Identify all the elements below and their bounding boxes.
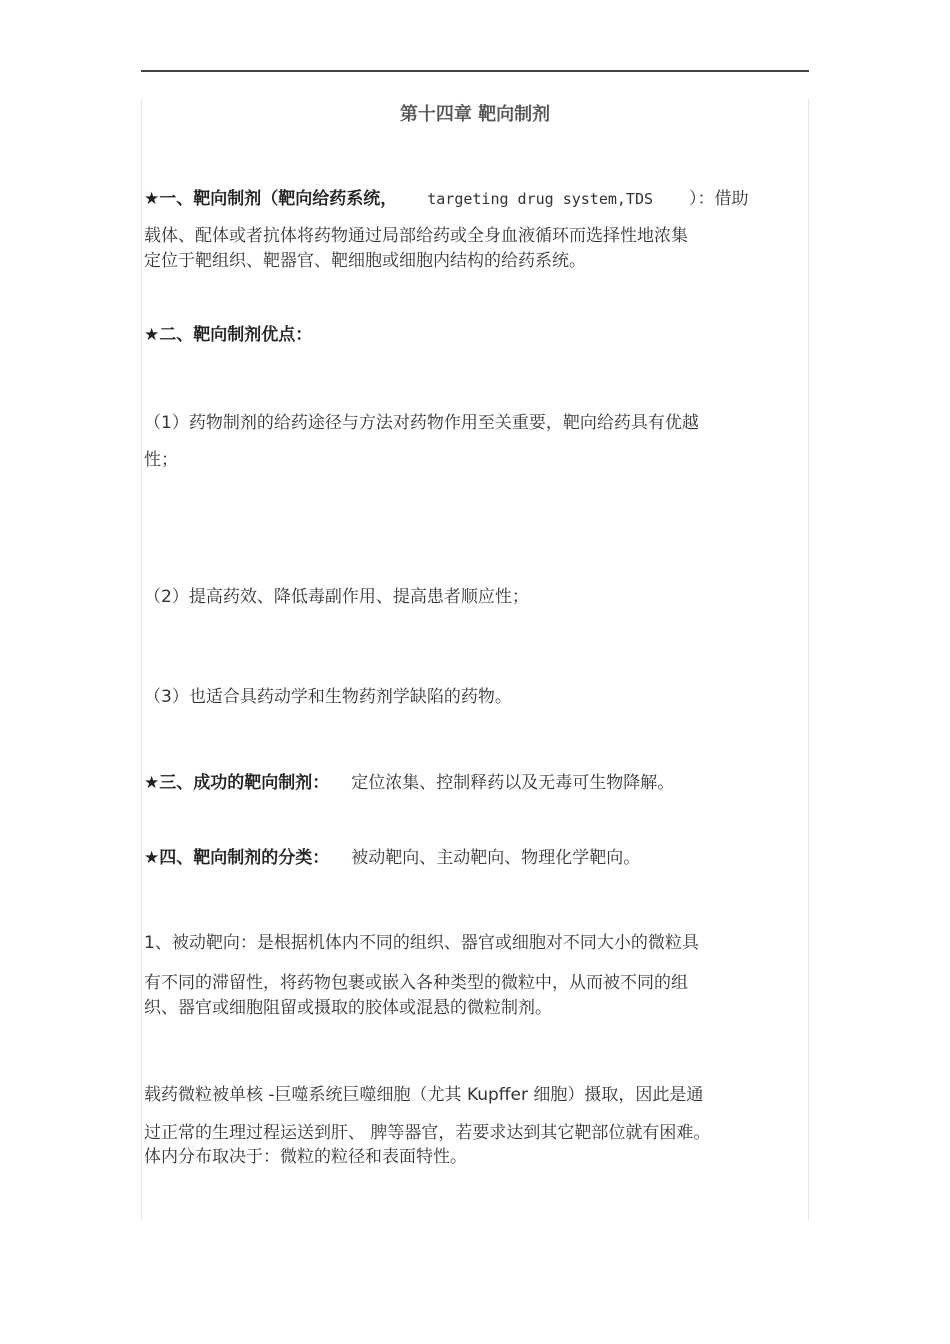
passive-targeting-line-3: 织、器官或细胞阻留或摄取的胶体或混悬的微粒制剂。 <box>144 998 552 1018</box>
chapter-title: 第十四章 靶向制剂 <box>399 104 551 125</box>
section-2-heading: ★二、靶向制剂优点： <box>144 325 313 345</box>
frame-right-border <box>808 98 809 1220</box>
definition-line-3: 定位于靶组织、靶器官、靶细胞或细胞内结构的给药系统。 <box>144 251 586 271</box>
section-3-line <box>144 772 674 794</box>
advantage-2: （2）提高药效、降低毒副作用、提高患者顺应性； <box>144 587 529 607</box>
section-4-text: 被动靶向、主动靶向、物理化学靶向。 <box>351 848 641 868</box>
section-1-close: ）： <box>689 189 715 209</box>
section-3-text: 定位浓集、控制释药以及无毒可生物降解。 <box>351 773 675 793</box>
advantage-3: （3）也适合具药动学和生物药剂学缺陷的药物。 <box>144 687 512 707</box>
particle-uptake-line-1: 载药微粒被单核 -巨噬系统巨噬细胞（尤其 Kupffer 细胞）摄取，因此是通 <box>144 1085 704 1105</box>
definition-text-1: 借助 <box>714 189 749 209</box>
advantage-1-line-1: （1）药物制剂的给药途径与方法对药物作用至关重要，靶向给药具有优越 <box>144 413 699 433</box>
frame-left-border <box>141 98 142 1220</box>
definition-line-1 <box>144 188 749 210</box>
particle-uptake-line-2: 过正常的生理过程运送到肝、 脾等器官，若要求达到其它靶部位就有困难。 <box>144 1123 711 1143</box>
passive-targeting-line-2: 有不同的滞留性，将药物包裹或嵌入各种类型的微粒中，从而被不同的组 <box>144 973 688 993</box>
section-1-heading: ★一、靶向制剂（靶向给药系统， <box>144 189 398 209</box>
definition-line-2: 载体、配体或者抗体将药物通过局部给药或全身血液循环而选择性地浓集 <box>144 226 688 246</box>
particle-uptake-line-3: 体内分布取决于：微粒的粒径和表面特性。 <box>144 1147 467 1167</box>
top-rule <box>141 70 809 72</box>
section-3-heading: ★三、成功的靶向制剂： <box>144 773 330 793</box>
tds-english-term: targeting drug system,TDS <box>427 190 654 208</box>
section-4-line <box>144 847 640 869</box>
section-4-heading: ★四、靶向制剂的分类： <box>144 848 330 868</box>
advantage-1-line-2: 性； <box>144 450 178 470</box>
passive-targeting-line-1: 1、被动靶向：是根据机体内不同的组织、器官或细胞对不同大小的微粒具 <box>144 933 699 953</box>
